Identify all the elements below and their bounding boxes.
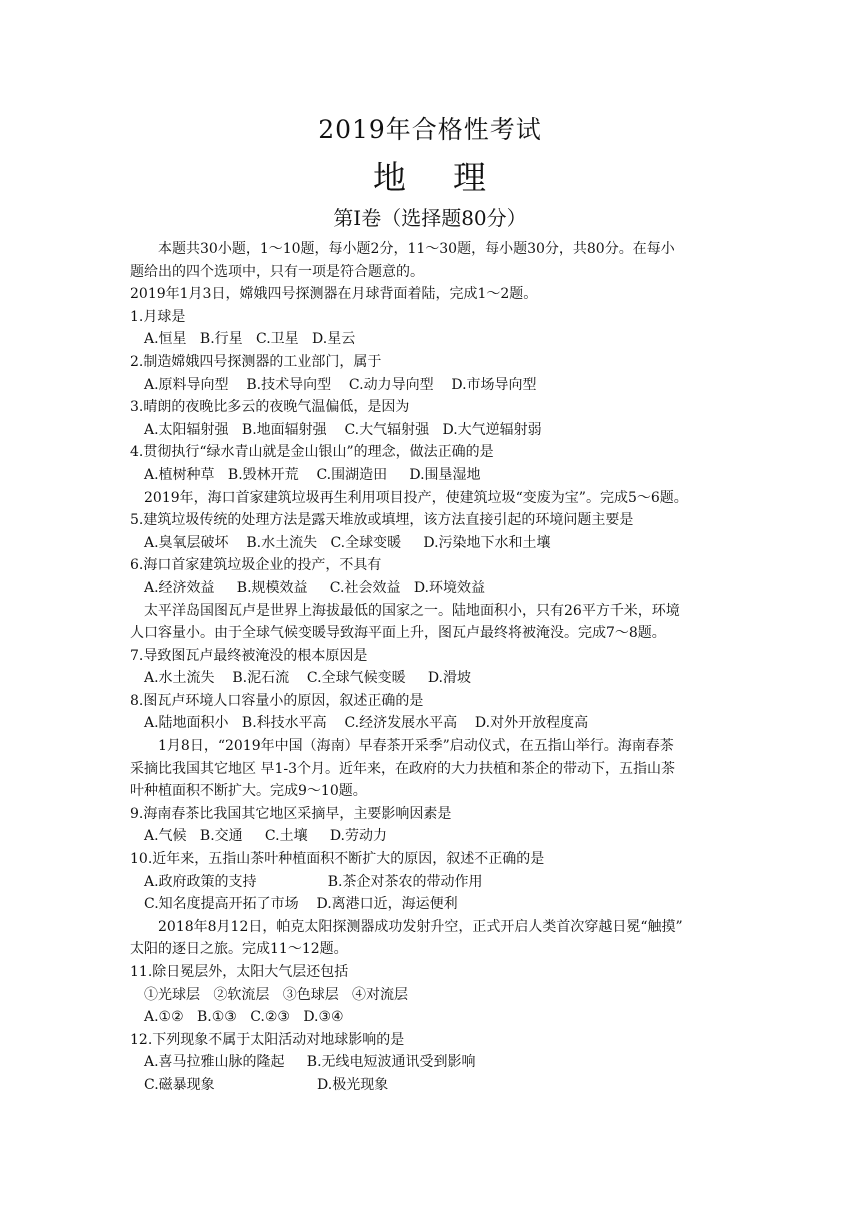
text-line: A.太阳辐射强 B.地面辐射强 C.大气辐射强 D.大气逆辐射弱 bbox=[144, 421, 542, 438]
text-line: A.恒星 B.行星 C.卫星 D.星云 bbox=[144, 331, 356, 348]
text-line: 1.月球是 bbox=[130, 308, 186, 325]
text-line: 8.图瓦卢环境人口容量小的原因，叙述正确的是 bbox=[130, 692, 424, 709]
text-line: 太平洋岛国图瓦卢是世界上海拔最低的国家之一。陆地面积小，只有26平方千米，环境 bbox=[144, 602, 680, 619]
text-line: A.经济效益 B.规模效益 C.社会效益 D.环境效益 bbox=[144, 579, 485, 596]
text-line: C.磁暴现象 D.极光现象 bbox=[144, 1076, 389, 1093]
text-line: 2019年，海口首家建筑垃圾再生利用项目投产，使建筑垃圾“变废为宝”。完成5～6题。 bbox=[144, 489, 688, 506]
text-line: 采摘比我国其它地区 早1-3个月。近年来，在政府的大力扶植和茶企的带动下，五指山茶 bbox=[130, 760, 675, 777]
text-line: A.喜马拉雅山脉的隆起 B.无线电短波通讯受到影响 bbox=[144, 1054, 476, 1071]
text-line: A.水土流失 B.泥石流 C.全球气候变暖 D.滑坡 bbox=[144, 670, 471, 687]
text-line: 4.贯彻执行“绿水青山就是金山银山”的理念，做法正确的是 bbox=[130, 444, 494, 461]
subject-title: 地 理 bbox=[373, 158, 487, 197]
text-line: 5.建筑垃圾传统的处理方法是露天堆放或填埋，该方法直接引起的环境问题主要是 bbox=[130, 512, 634, 529]
text-line: A.①② B.①③ C.②③ D.③④ bbox=[144, 1009, 344, 1026]
text-line: 1月8日，“2019年中国（海南）早春茶开采季”启动仪式，在五指山举行。海南春茶 bbox=[158, 738, 674, 755]
text-line: C.知名度提高开拓了市场 D.离港口近，海运便利 bbox=[144, 896, 458, 913]
exam-body bbox=[130, 238, 735, 1097]
text-line: 3.晴朗的夜晚比多云的夜晚气温偏低，是因为 bbox=[130, 399, 410, 416]
text-line: A.臭氧层破坏 B.水土流失 C.全球变暖 D.污染地下水和土壤 bbox=[144, 534, 551, 551]
text-line: 10.近年来，五指山茶叶种植面积不断扩大的原因，叙述不正确的是 bbox=[130, 851, 545, 868]
text-line: A.原料导向型 B.技术导向型 C.动力导向型 D.市场导向型 bbox=[144, 376, 537, 393]
text-line: A.气候 B.交通 C.土壤 D.劳动力 bbox=[144, 828, 387, 845]
text-line: 7.导致图瓦卢最终被淹没的根本原因是 bbox=[130, 647, 368, 664]
exam-title: 2019年合格性考试 bbox=[318, 115, 542, 144]
text-line: 2019年1月3日，嫦娥四号探测器在月球背面着陆，完成1～2题。 bbox=[130, 286, 538, 303]
text-line: 题给出的四个选项中，只有一项是符合题意的。 bbox=[130, 263, 424, 280]
text-line: 9.海南春茶比我国其它地区采摘早，主要影响因素是 bbox=[130, 805, 452, 822]
text-line: 12.下列现象不属于太阳活动对地球影响的是 bbox=[130, 1031, 405, 1048]
text-line: 2.制造嫦娥四号探测器的工业部门，属于 bbox=[130, 353, 382, 370]
text-line: A.政府政策的支持 B.茶企对茶农的带动作用 bbox=[144, 873, 483, 890]
text-line: 本题共30小题，1～10题，每小题2分，11～30题，每小题30分，共80分。在每小 bbox=[158, 241, 675, 257]
text-line: A.陆地面积小 B.科技水平高 C.经济发展水平高 D.对外开放程度高 bbox=[144, 715, 589, 732]
text-line: 6.海口首家建筑垃圾企业的投产，不具有 bbox=[130, 557, 382, 574]
text-line: 太阳的逐日之旅。完成11～12题。 bbox=[130, 941, 348, 958]
text-line: ①光球层 ②软流层 ③色球层 ④对流层 bbox=[144, 986, 409, 1003]
text-line: 叶种植面积不断扩大。完成9～10题。 bbox=[130, 783, 367, 800]
text-line: A.植树种草 B.毁林开荒 C.围湖造田 D.围垦湿地 bbox=[144, 466, 481, 483]
text-line: 2018年8月12日，帕克太阳探测器成功发射升空，正式开启人类首次穿越日冕“触摸” bbox=[158, 918, 683, 935]
text-line: 人口容量小。由于全球气候变暖导致海平面上升，图瓦卢最终将被淹没。完成7～8题。 bbox=[130, 625, 666, 642]
text-line: 11.除日冕层外，太阳大气层还包括 bbox=[130, 964, 349, 980]
section-title: 第Ⅰ卷（选择题80分） bbox=[333, 206, 527, 230]
